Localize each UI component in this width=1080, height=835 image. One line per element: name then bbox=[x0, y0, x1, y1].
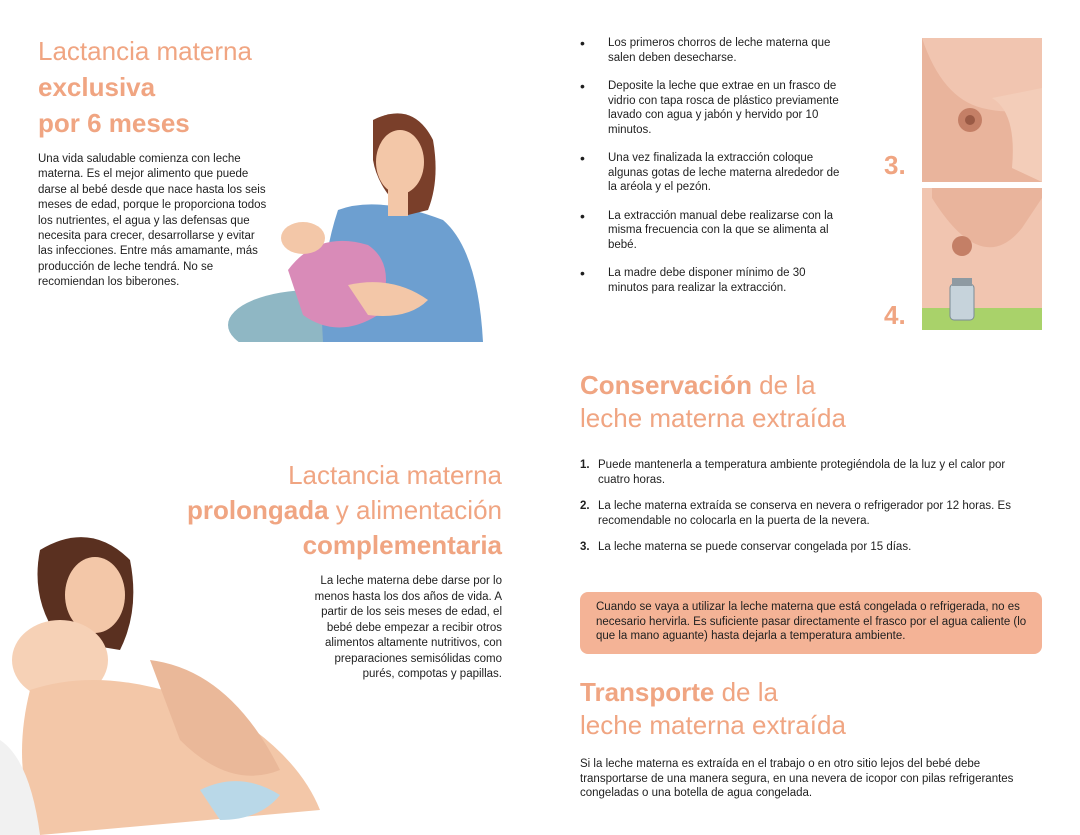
step-number-3: 3. bbox=[884, 150, 906, 180]
body-lactancia-prolongada: La leche materna debe darse por lo menos hasta los dos años de vida. A partir de los seis meses de edad, el bebé debe empezar a recibir otros alimentos altamente nutritivos, con preparaciones semisólidas como purés, compotas y papillas. bbox=[314, 575, 502, 680]
title-line-1: Lactancia materna bbox=[38, 36, 252, 66]
list-item: • Los primeros chorros de leche materna que salen deben desecharse. bbox=[580, 36, 848, 65]
extraction-tips-list bbox=[580, 36, 848, 309]
conservacion-list bbox=[580, 458, 1040, 567]
title-line-3: por 6 meses bbox=[38, 108, 190, 138]
title-line-2: exclusiva bbox=[38, 72, 156, 102]
title-line-1 bbox=[580, 369, 846, 402]
title-line-2: leche materna extraída bbox=[580, 710, 846, 740]
item-number: 1. bbox=[580, 459, 590, 471]
title-line-3: complementaria bbox=[302, 530, 502, 560]
jar-lid bbox=[952, 278, 972, 286]
nipple bbox=[965, 115, 975, 125]
conservacion-note: Cuando se vaya a utilizar la leche materna que está congelada o refrigerada, no es necesario hervirla. Es suficiente pasar directamente el frasco por el agua caliente (lo que la mano aguante) hasta dejarla a temperatura ambiente. bbox=[580, 592, 1042, 654]
step-4-illustration bbox=[922, 188, 1042, 330]
list-item bbox=[580, 540, 1040, 555]
item-number: 2. bbox=[580, 500, 590, 512]
list-item: • Deposite la leche que extrae en un frasco de vidrio con tapa rosca de plástico previamente lavado con agua y jabón y hervido por 10 minutos. bbox=[580, 79, 848, 137]
glass-jar bbox=[950, 284, 974, 320]
body-transporte: Si la leche materna es extraída en el trabajo o en otro sitio lejos del bebé debe transportarse de una manera segura, en una nevera de icopor con pilas refrigerantes congeladas o una botella de agua congelada. bbox=[580, 758, 1014, 799]
face bbox=[376, 130, 424, 194]
table-surface bbox=[922, 308, 1042, 330]
title-bold-word: prolongada bbox=[187, 495, 329, 525]
mother-breastfeeding-illustration bbox=[228, 100, 498, 342]
body-lactancia-exclusiva: Una vida saludable comienza con leche materna. Es el mejor alimento que puede darse al bebé desde que nace hasta los seis meses de edad, porque le proporciona todos los nutrientes, el agua y las defensas que necesita para crecer, desarrollarse y evitar las infecciones. Entre más amamante, más producción de leche tendrá. No se recomiendan los biberones. bbox=[38, 153, 267, 289]
baby-head bbox=[281, 222, 325, 254]
mother-hugging-baby-illustration bbox=[0, 520, 360, 835]
title-light-word: de la bbox=[714, 677, 778, 707]
item-text: La leche materna extraída se conserva en nevera o refrigerador por 12 horas. Es recomendable no colocarla en la puerta de la nevera. bbox=[598, 500, 1011, 527]
title-line-1 bbox=[580, 676, 846, 709]
list-item: • Una vez finalizada la extracción coloque algunas gotas de leche materna alrededor de la aréola y el pezón. bbox=[580, 151, 848, 195]
title-conservacion bbox=[580, 369, 846, 435]
areola bbox=[952, 236, 972, 256]
step-number-4: 4. bbox=[884, 300, 906, 330]
title-transporte bbox=[580, 676, 846, 742]
title-light-word: de la bbox=[751, 370, 816, 400]
list-item: • La extracción manual debe realizarse con la misma frecuencia con la que se alimenta al bebé. bbox=[580, 209, 848, 253]
item-text: La leche materna se puede conservar congelada por 15 días. bbox=[598, 541, 912, 553]
mother-face bbox=[65, 557, 125, 633]
title-light-word: y alimentación bbox=[328, 495, 502, 525]
neck bbox=[388, 188, 408, 216]
title-bold-word: Conservación bbox=[580, 370, 752, 400]
title-bold-word: Transporte bbox=[580, 677, 715, 707]
title-line-2: leche materna extraída bbox=[580, 403, 846, 433]
list-item bbox=[580, 458, 1040, 487]
item-number: 3. bbox=[580, 541, 590, 553]
list-item bbox=[580, 499, 1040, 528]
title-lactancia-exclusiva bbox=[38, 33, 252, 141]
list-item: • La madre debe disponer mínimo de 30 minutos para realizar la extracción. bbox=[580, 266, 848, 295]
step-3-illustration bbox=[922, 38, 1042, 182]
item-text: Puede mantenerla a temperatura ambiente protegiéndola de la luz y el calor por cuatro horas. bbox=[598, 459, 1006, 486]
title-line-1: Lactancia materna bbox=[288, 460, 502, 490]
